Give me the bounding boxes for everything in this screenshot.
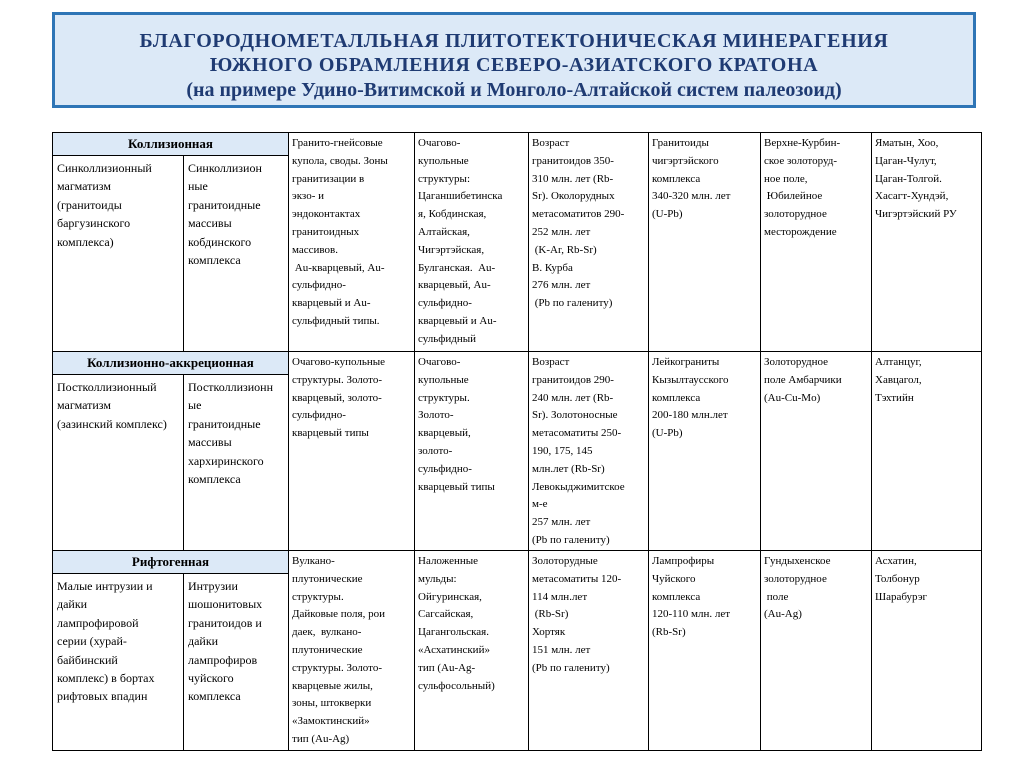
cell-c4 bbox=[415, 352, 529, 551]
title-subtitle: (на примере Удино-Витимской и Монголо-Алтайской систем палеозоид) bbox=[186, 79, 842, 101]
cell-line: структуры. Золото- bbox=[292, 373, 382, 386]
cell-c6 bbox=[649, 133, 761, 352]
cell-line: Синколлизион bbox=[188, 161, 262, 175]
cell-c5 bbox=[529, 133, 649, 352]
cell-line: кварцевый и Au- bbox=[418, 314, 497, 327]
cell-c3 bbox=[289, 352, 415, 551]
cell-line: гранитоидные bbox=[188, 197, 261, 212]
cell-line: (Pb по галениту) bbox=[532, 661, 610, 674]
cell-line: Тэхтийн bbox=[875, 391, 914, 404]
cell-line: гранитоидов и bbox=[188, 615, 262, 630]
cell-c4 bbox=[415, 133, 529, 352]
cell-line: Хортяк bbox=[532, 626, 566, 639]
magmatism-cell bbox=[53, 375, 184, 551]
cell-line: купольные bbox=[418, 154, 469, 167]
cell-line: кварцевый, золото- bbox=[292, 391, 382, 404]
cell-line: Золоторудные bbox=[532, 555, 598, 567]
cell-line: байбинский bbox=[57, 652, 118, 667]
cell-line: (Rb-Sr) bbox=[532, 608, 569, 621]
cell-line: Булганская. Au- bbox=[418, 261, 496, 274]
cell-c3 bbox=[289, 551, 415, 751]
cell-c7 bbox=[761, 133, 872, 352]
cell-line: Цаган-Толгой. bbox=[875, 172, 942, 185]
cell-line: Лампрофиры bbox=[652, 555, 715, 567]
cell-c6 bbox=[649, 551, 761, 751]
cell-line: Асхатин, bbox=[875, 555, 917, 567]
magmatism-cell bbox=[53, 156, 184, 352]
cell-line: 310 млн. лет (Rb- bbox=[532, 172, 614, 185]
cell-line: 340-320 млн. лет bbox=[652, 190, 731, 203]
cell-line: (Rb-Sr) bbox=[652, 626, 686, 639]
cell-line: ные bbox=[188, 179, 208, 194]
cell-line: Цаганшибетинска bbox=[418, 190, 503, 203]
cell-line: комплекса bbox=[652, 590, 701, 603]
cell-line: гранитоидов 290- bbox=[532, 373, 614, 386]
cell-line: ые bbox=[188, 398, 202, 413]
cell-line: Постколлизионн bbox=[188, 380, 274, 394]
cell-line: чигэртэйского bbox=[652, 154, 719, 167]
cell-c8 bbox=[872, 352, 982, 551]
title-line-1: БЛАГОРОДНОМЕТАЛЛЬНАЯ ПЛИТОТЕКТОНИЧЕСКАЯ МИНЕРАГЕНИЯ bbox=[139, 30, 889, 52]
cell-line: Яматын, Хоо, bbox=[875, 137, 939, 149]
cell-c3 bbox=[289, 133, 415, 352]
cell-line: Дайковые поля, рои bbox=[292, 608, 385, 621]
cell-line: кварцевый, bbox=[418, 427, 471, 440]
cell-line: кварцевый типы bbox=[418, 480, 495, 493]
cell-line: Кызылтаусского bbox=[652, 373, 729, 386]
cell-line: поле bbox=[764, 590, 789, 603]
cell-line: золоторудное bbox=[764, 572, 827, 585]
cell-c8 bbox=[872, 551, 982, 751]
cell-line: Очагово- bbox=[418, 137, 461, 149]
cell-line: гранитоидных bbox=[292, 225, 360, 238]
table-row-collision-accretion-head bbox=[53, 352, 982, 375]
cell-line: Постколлизионный bbox=[57, 380, 157, 394]
cell-line: 200-180 млн.лет bbox=[652, 409, 728, 422]
cell-c7 bbox=[761, 352, 872, 551]
cell-line: эндоконтактах bbox=[292, 208, 361, 221]
cell-line: Юбилейное bbox=[764, 190, 823, 203]
cell-line: Sr). Околорудных bbox=[532, 190, 615, 203]
cell-line: «Асхатинский» bbox=[418, 643, 490, 656]
regime-header: Коллизионно-аккреционная bbox=[53, 352, 289, 375]
cell-line: даек, вулкано- bbox=[292, 626, 362, 639]
cell-line: зоны, штокверки bbox=[292, 697, 372, 710]
cell-line: комплекса) bbox=[57, 234, 114, 249]
title-banner bbox=[52, 12, 976, 108]
cell-line: Малые интрузии и bbox=[57, 579, 153, 593]
cell-line: ское золоторуд- bbox=[764, 154, 838, 167]
table-body bbox=[53, 133, 982, 751]
cell-line: сульфидный bbox=[418, 332, 477, 345]
title-line-2: ЮЖНОГО ОБРАМЛЕНИЯ СЕВЕРО-АЗИАТСКОГО КРАТОНА bbox=[209, 54, 819, 76]
cell-line: магматизм bbox=[57, 398, 111, 413]
cell-line: комплекса bbox=[188, 472, 241, 487]
cell-line: 114 млн.лет bbox=[532, 590, 588, 603]
massif-cell bbox=[184, 375, 289, 551]
cell-line: Хавцагол, bbox=[875, 373, 922, 386]
cell-line: структуры: bbox=[418, 172, 471, 185]
cell-line: (K-Ar, Rb-Sr) bbox=[532, 243, 597, 256]
cell-line: сульфидно- bbox=[418, 297, 472, 310]
cell-line: гранитоидные bbox=[188, 416, 261, 431]
cell-line: (Pb по галениту) bbox=[532, 533, 610, 546]
cell-line: комплекса bbox=[188, 689, 241, 704]
cell-line: месторождение bbox=[764, 225, 837, 238]
cell-c7 bbox=[761, 551, 872, 751]
cell-line: комплекса bbox=[188, 253, 241, 268]
cell-line: мульды: bbox=[418, 572, 457, 585]
cell-line: Возраст bbox=[532, 137, 570, 149]
table-row-rift-head bbox=[53, 551, 982, 574]
cell-line: (Au-Cu-Mo) bbox=[764, 391, 821, 404]
cell-line: поле Амбарчики bbox=[764, 373, 842, 386]
cell-c6 bbox=[649, 352, 761, 551]
cell-line: магматизм bbox=[57, 179, 111, 194]
cell-line: 276 млн. лет bbox=[532, 279, 591, 292]
cell-line: 257 млн. лет bbox=[532, 516, 591, 529]
cell-c4 bbox=[415, 551, 529, 751]
cell-line: Верхне-Курбин- bbox=[764, 137, 841, 149]
cell-line: дайки bbox=[188, 634, 219, 649]
cell-line: (Pb по галениту) bbox=[532, 297, 613, 310]
cell-line: баргузинского bbox=[57, 216, 131, 231]
cell-line: тип (Au-Ag- bbox=[418, 661, 476, 674]
cell-line: Цагангольская. bbox=[418, 626, 489, 639]
regime-header: Коллизионная bbox=[53, 133, 289, 156]
cell-line: Золоторудное bbox=[764, 356, 829, 368]
cell-line: комплекса bbox=[652, 391, 701, 404]
cell-line: Чигэртэйский РУ bbox=[875, 208, 957, 221]
cell-line: структуры. Золото- bbox=[292, 661, 382, 674]
cell-line: сульфидно- bbox=[292, 409, 346, 422]
massif-cell bbox=[184, 156, 289, 352]
cell-line: Алтанцуг, bbox=[875, 356, 922, 368]
cell-line: 120-110 млн. лет bbox=[652, 608, 731, 621]
magmatism-cell bbox=[53, 574, 184, 751]
cell-line: Наложенные bbox=[418, 555, 479, 567]
cell-line: кварцевый и Au- bbox=[292, 297, 371, 310]
cell-line: я, Кобдинская, bbox=[418, 208, 487, 221]
cell-line: рифтовых впадин bbox=[57, 689, 148, 704]
cell-line: Гундыхенское bbox=[764, 555, 831, 567]
cell-line: кварцевый, Au- bbox=[418, 279, 491, 292]
cell-line: кварцевый типы bbox=[292, 427, 369, 440]
cell-line: (U-Pb) bbox=[652, 427, 683, 440]
cell-line: Золото- bbox=[418, 409, 454, 422]
cell-line: сульфидно- bbox=[418, 462, 472, 475]
cell-line: дайки bbox=[57, 597, 88, 612]
cell-line: Sr). Золотоносные bbox=[532, 409, 618, 422]
cell-line: м-е bbox=[532, 498, 548, 511]
cell-line: массивы bbox=[188, 435, 232, 450]
cell-line: купола, своды. Зоны bbox=[292, 154, 388, 167]
cell-c5 bbox=[529, 352, 649, 551]
cell-line: Синколлизионный bbox=[57, 161, 152, 175]
cell-line: кобдинского bbox=[188, 234, 252, 249]
cell-line: 240 млн. лет (Rb- bbox=[532, 391, 614, 404]
cell-line: золоторудное bbox=[764, 208, 827, 221]
cell-line: Алтайская, bbox=[418, 225, 470, 238]
cell-line: сульфосольный) bbox=[418, 679, 495, 692]
cell-line: кварцевые жилы, bbox=[292, 679, 373, 692]
cell-line: плутонические bbox=[292, 643, 363, 656]
cell-line: Au-кварцевый, Au- bbox=[292, 261, 385, 274]
cell-line: (зазинский комплекс) bbox=[57, 416, 167, 431]
cell-line: 151 млн. лет bbox=[532, 643, 591, 656]
cell-line: Толбонур bbox=[875, 572, 920, 585]
cell-line: структуры. bbox=[418, 391, 470, 404]
cell-line: гранитоидов 350- bbox=[532, 154, 614, 167]
cell-line: массивов. bbox=[292, 243, 338, 256]
cell-line: Очагово-купольные bbox=[292, 356, 385, 368]
table-row-collision-head bbox=[53, 133, 982, 156]
cell-line: комплекс) в бортах bbox=[57, 671, 155, 686]
cell-line: ное поле, bbox=[764, 172, 808, 185]
cell-line: лампрофиров bbox=[188, 652, 258, 667]
cell-line: лампрофировой bbox=[57, 615, 139, 630]
cell-line: структуры. bbox=[292, 590, 344, 603]
cell-line: В. Курба bbox=[532, 261, 573, 274]
cell-line: 252 млн. лет bbox=[532, 225, 591, 238]
cell-line: комплекса bbox=[652, 172, 701, 185]
cell-line: Возраст bbox=[532, 356, 570, 368]
cell-line: серии (хурай- bbox=[57, 634, 127, 649]
cell-line: золото- bbox=[418, 444, 453, 457]
cell-line: массивы bbox=[188, 216, 232, 231]
cell-line: Интрузии bbox=[188, 579, 238, 593]
cell-line: Хасагт-Хундэй, bbox=[875, 190, 949, 203]
cell-c5 bbox=[529, 551, 649, 751]
cell-line: Чигэртэйская, bbox=[418, 243, 485, 256]
cell-line: (Au-Ag) bbox=[764, 608, 802, 621]
minerageny-table bbox=[52, 132, 982, 751]
cell-line: сульфидно- bbox=[292, 279, 346, 292]
cell-line: Цаган-Чулут, bbox=[875, 154, 937, 167]
regime-header: Рифтогенная bbox=[53, 551, 289, 574]
cell-line: чуйского bbox=[188, 671, 234, 686]
cell-line: 190, 175, 145 bbox=[532, 444, 593, 457]
cell-line: гранитизации в bbox=[292, 172, 365, 185]
cell-line: (гранитоиды bbox=[57, 197, 122, 212]
cell-line: «Замоктинский» bbox=[292, 715, 370, 728]
cell-line: хархиринского bbox=[188, 453, 264, 468]
cell-line: Левокыджимитское bbox=[532, 480, 625, 493]
cell-line: тип (Au-Ag) bbox=[292, 732, 350, 745]
cell-line: Вулкано- bbox=[292, 555, 335, 567]
cell-line: Гранитоиды bbox=[652, 137, 709, 149]
cell-line: Очагово- bbox=[418, 356, 461, 368]
cell-line: Лейкограниты bbox=[652, 356, 720, 368]
cell-line: метасоматиты 250- bbox=[532, 427, 622, 440]
cell-line: плутонические bbox=[292, 572, 363, 585]
massif-cell bbox=[184, 574, 289, 751]
cell-line: Чуйского bbox=[652, 572, 696, 585]
cell-line: Ойгуринская, bbox=[418, 590, 482, 603]
cell-line: сульфидный типы. bbox=[292, 314, 380, 327]
cell-c8 bbox=[872, 133, 982, 352]
cell-line: метасоматиты 120- bbox=[532, 572, 622, 585]
cell-line: Гранито-гнейсовые bbox=[292, 137, 383, 149]
cell-line: Сагсайская, bbox=[418, 608, 474, 621]
cell-line: купольные bbox=[418, 373, 469, 386]
cell-line: метасоматитов 290- bbox=[532, 208, 625, 221]
cell-line: Шарабурэг bbox=[875, 590, 928, 603]
cell-line: (U-Pb) bbox=[652, 208, 683, 221]
cell-line: млн.лет (Rb-Sr) bbox=[532, 462, 605, 475]
cell-line: шошонитовых bbox=[188, 597, 263, 612]
cell-line: экзо- и bbox=[292, 190, 325, 203]
